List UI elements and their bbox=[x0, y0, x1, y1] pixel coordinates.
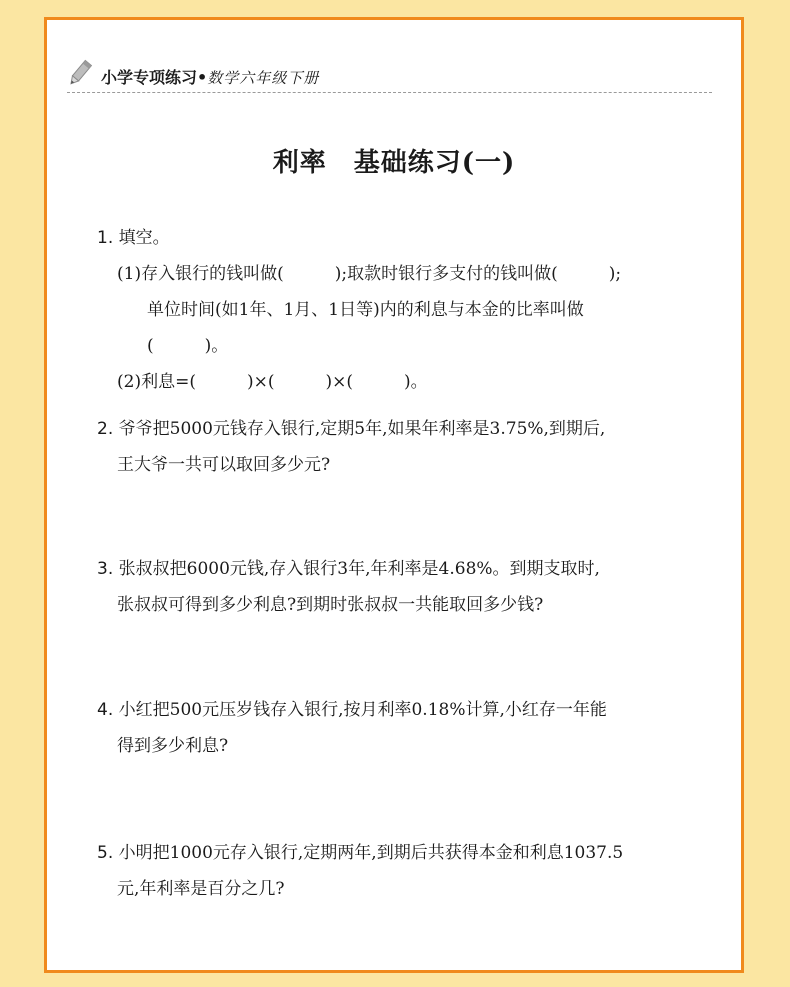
question-text: 填空。 bbox=[118, 228, 170, 248]
question-number: 1. bbox=[97, 228, 114, 248]
question-4 bbox=[97, 692, 607, 764]
question-1-part-1-line-2: 单位时间(如1年、1月、1日等)内的利息与本金的比率叫做 bbox=[147, 300, 584, 320]
worksheet-page bbox=[44, 17, 744, 973]
question-1 bbox=[97, 220, 621, 400]
question-number: 4. bbox=[97, 700, 114, 720]
pencil-icon bbox=[67, 58, 93, 88]
question-text: 张叔叔把6000元钱,存入银行3年,年利率是4.68%。到期支取时, bbox=[118, 559, 600, 579]
header-subject: 数学六年级下册 bbox=[207, 69, 320, 87]
question-2 bbox=[97, 411, 605, 483]
question-text: 小明把1000元存入银行,定期两年,到期后共获得本金和利息1037.5 bbox=[118, 843, 624, 863]
question-1-part-1-line-1: (1)存入银行的钱叫做( );取款时银行多支付的钱叫做( ); bbox=[117, 264, 622, 284]
question-number: 3. bbox=[97, 559, 114, 579]
page-title: 利率 基础练习(一) bbox=[272, 148, 516, 178]
header-series: 小学专项练习 bbox=[101, 68, 198, 87]
question-3-line-1 bbox=[97, 551, 600, 587]
question-5-line-1 bbox=[97, 835, 623, 871]
question-text: 爷爷把5000元钱存入银行,定期5年,如果年利率是3.75%,到期后, bbox=[118, 419, 606, 439]
page-header bbox=[67, 58, 712, 93]
question-2-line-1 bbox=[97, 411, 605, 447]
header-title bbox=[101, 65, 319, 88]
question-number: 5. bbox=[97, 843, 114, 863]
question-3-line-2: 张叔叔可得到多少利息?到期时张叔叔一共能取回多少钱? bbox=[117, 595, 544, 615]
question-1-part-2: (2)利息=( )×( )×( )。 bbox=[117, 372, 428, 392]
header-separator: • bbox=[197, 68, 208, 87]
question-4-line-2: 得到多少利息? bbox=[117, 736, 229, 756]
question-1-heading bbox=[97, 220, 621, 256]
question-5 bbox=[97, 835, 623, 907]
question-3 bbox=[97, 551, 600, 623]
question-1-part-1-line-3: ( )。 bbox=[147, 336, 229, 356]
question-5-line-2: 元,年利率是百分之几? bbox=[117, 879, 285, 899]
question-number: 2. bbox=[97, 419, 114, 439]
question-2-line-2: 王大爷一共可以取回多少元? bbox=[117, 455, 331, 475]
question-4-line-1 bbox=[97, 692, 607, 728]
question-text: 小红把500元压岁钱存入银行,按月利率0.18%计算,小红存一年能 bbox=[118, 700, 607, 720]
